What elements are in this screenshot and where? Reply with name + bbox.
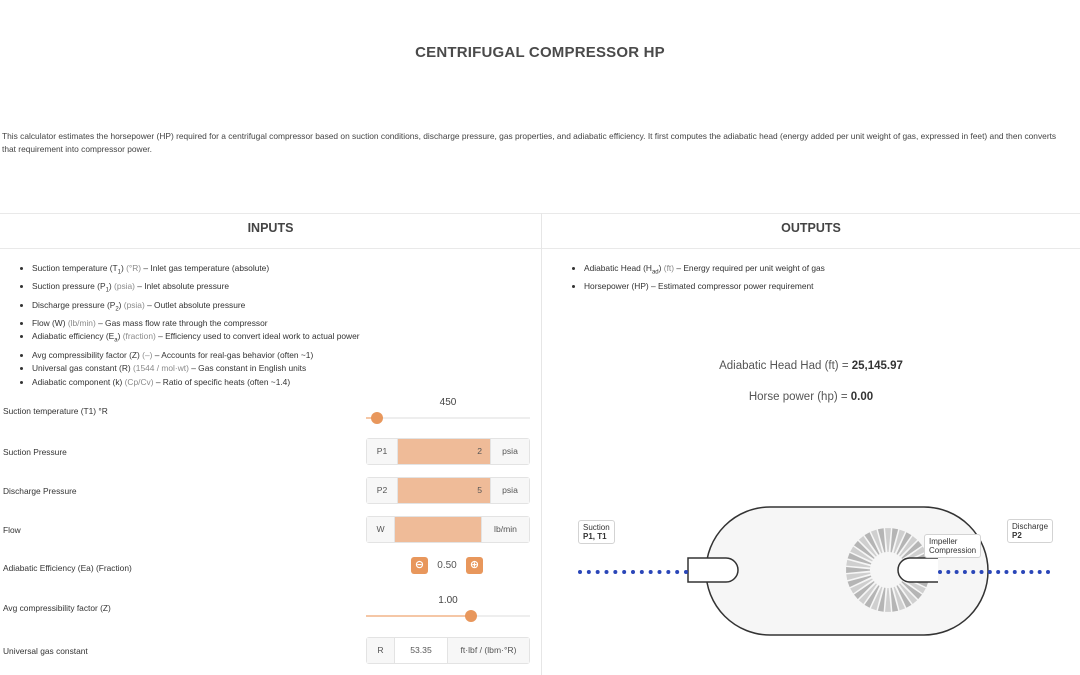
flow-dot <box>631 570 635 574</box>
flow-dot <box>1029 570 1033 574</box>
suction-nozzle <box>688 558 738 582</box>
description-item: • Suction temperature $(T_1)$ (°R) – Inlet gas temperature (absolute) <box>32 262 532 280</box>
suction-pressure-unit: psia <box>490 439 529 464</box>
gas-constant-label: Universal gas constant <box>3 646 88 656</box>
suction-pressure-prefix: P1 <box>367 439 398 464</box>
suction-label <box>578 520 615 544</box>
description-item: • Flow (W) (lb/min) – Gas mass flow rate through the compressor <box>32 317 532 331</box>
compressibility-value: 1.00 <box>438 595 458 606</box>
intro-text: This calculator estimates the horsepower (HP) required for a centrifugal compressor based on suction conditions, discharge pressure, gas properties, and adiabatic efficiency. It first computes the adiabatic head (energy added per unit weight of gas, expressed in feet) and then converts that requirement into compressor power. <box>2 131 1057 154</box>
slider-track <box>366 417 530 419</box>
panel-top-border <box>0 213 1080 214</box>
discharge-pressure-label: Discharge Pressure <box>3 486 77 496</box>
decrement-button[interactable]: ⊖ <box>411 557 428 574</box>
description-item: • Adiabatic Head $(H_{ad})$ (ft) – Energy required per unit weight of gas <box>584 262 1064 280</box>
flow-dot <box>1013 570 1017 574</box>
page-title: CENTRIFUGAL COMPRESSOR HP <box>415 44 665 61</box>
flow-group <box>366 516 530 543</box>
description-item: • Adiabatic component (k) (Cp/Cv) – Ratio of specific heats (often ~1.4) <box>32 376 532 390</box>
flow-dot <box>684 570 688 574</box>
suction-flow-dots <box>578 570 688 574</box>
outputs-description-list <box>584 262 1064 294</box>
suction-pressure-group <box>366 438 530 465</box>
panel-divider <box>541 213 542 675</box>
flow-dot <box>649 570 653 574</box>
flow-dot <box>658 570 662 574</box>
suction-label-line1: Suction <box>583 523 610 532</box>
description-item: • Suction pressure $(P_1)$ (psia) – Inlet absolute pressure <box>32 280 532 298</box>
impeller-label <box>924 534 981 558</box>
slider-handle[interactable] <box>371 412 383 424</box>
suction-pressure-input[interactable]: 2 <box>398 439 490 464</box>
flow-dot <box>971 570 975 574</box>
inputs-description-list <box>32 262 532 389</box>
flow-dot <box>666 570 670 574</box>
adiabatic-head-result <box>542 360 1080 372</box>
discharge-pressure-prefix: P2 <box>367 478 398 503</box>
flow-dot <box>963 570 967 574</box>
description-item: • Discharge pressure $(P_2)$ (psia) – Outlet absolute pressure <box>32 299 532 317</box>
efficiency-stepper <box>411 555 483 575</box>
flow-dot <box>640 570 644 574</box>
gas-constant-group <box>366 637 530 664</box>
flow-dot <box>980 570 984 574</box>
flow-dot <box>988 570 992 574</box>
suction-pressure-label: Suction Pressure <box>3 447 67 457</box>
flow-input[interactable] <box>395 517 481 542</box>
description-item: • Avg compressibility factor (Z) (–) – Accounts for real-gas behavior (often ~1) <box>32 349 532 363</box>
flow-dot <box>1038 570 1042 574</box>
flow-dot <box>622 570 626 574</box>
flow-dot <box>996 570 1000 574</box>
flow-dot <box>675 570 679 574</box>
description-item: • Universal gas constant (R) (1544 / mol·wt) – Gas constant in English units <box>32 362 532 376</box>
flow-dot <box>1021 570 1025 574</box>
flow-dot <box>605 570 609 574</box>
gas-constant-input[interactable]: 53.35 <box>395 638 447 663</box>
compressibility-slider[interactable] <box>366 606 530 626</box>
impeller-label-line1: Impeller <box>929 537 958 546</box>
flow-unit: lb/min <box>481 517 529 542</box>
efficiency-value[interactable]: 0.50 <box>437 559 457 571</box>
efficiency-label: Adiabatic Efficiency (Ea) (Fraction) <box>3 563 132 573</box>
slider-handle[interactable] <box>465 610 477 622</box>
description-item: • Adiabatic efficiency $(E_a)$ (fraction) – Efficiency used to convert ideal work to actual power <box>32 330 532 348</box>
increment-button[interactable]: ⊕ <box>466 557 483 574</box>
flow-dot <box>578 570 582 574</box>
suction-temp-label: Suction temperature (T1) °R <box>3 406 108 416</box>
flow-dot <box>938 570 942 574</box>
flow-label: Flow <box>3 525 21 535</box>
compressibility-label: Avg compressibility factor (Z) <box>3 603 111 613</box>
impeller-label-line2: Compression <box>929 546 977 555</box>
compressor-diagram <box>570 500 1070 650</box>
panel-header-border <box>0 248 1080 249</box>
compressor-schematic <box>570 500 1070 650</box>
discharge-pressure-input[interactable]: 5 <box>398 478 490 503</box>
suction-temp-value: 450 <box>439 397 457 408</box>
flow-dot <box>596 570 600 574</box>
discharge-label-line1: Discharge <box>1012 522 1049 531</box>
flow-dot <box>1046 570 1050 574</box>
discharge-label-line2: P2 <box>1012 531 1022 540</box>
flow-dot <box>955 570 959 574</box>
horsepower-value: 0.00 <box>850 391 874 403</box>
horsepower-label: Horse power (hp) = <box>748 391 851 403</box>
suction-temp-slider[interactable] <box>366 408 530 428</box>
flow-dot <box>946 570 950 574</box>
flow-dot <box>587 570 591 574</box>
suction-label-line2: P1, T1 <box>583 532 607 541</box>
discharge-label <box>1007 519 1053 543</box>
flow-dot <box>1004 570 1008 574</box>
flow-dot <box>613 570 617 574</box>
description-item: • Horsepower (HP) – Estimated compressor power requirement <box>584 280 1064 294</box>
adiabatic-head-label: Adiabatic Head Had (ft) = <box>719 360 852 372</box>
discharge-pressure-unit: psia <box>490 478 529 503</box>
slider-fill <box>366 615 471 617</box>
gas-constant-unit: ft·lbf / (lbm·°R) <box>447 638 529 663</box>
adiabatic-head-value: 25,145.97 <box>851 360 903 372</box>
discharge-pressure-group <box>366 477 530 504</box>
inputs-heading: INPUTS <box>247 221 294 235</box>
gas-constant-prefix: R <box>367 638 395 663</box>
discharge-nozzle <box>898 558 938 582</box>
flow-prefix: W <box>367 517 395 542</box>
outputs-heading: OUTPUTS <box>781 221 841 235</box>
horsepower-result <box>542 391 1080 403</box>
